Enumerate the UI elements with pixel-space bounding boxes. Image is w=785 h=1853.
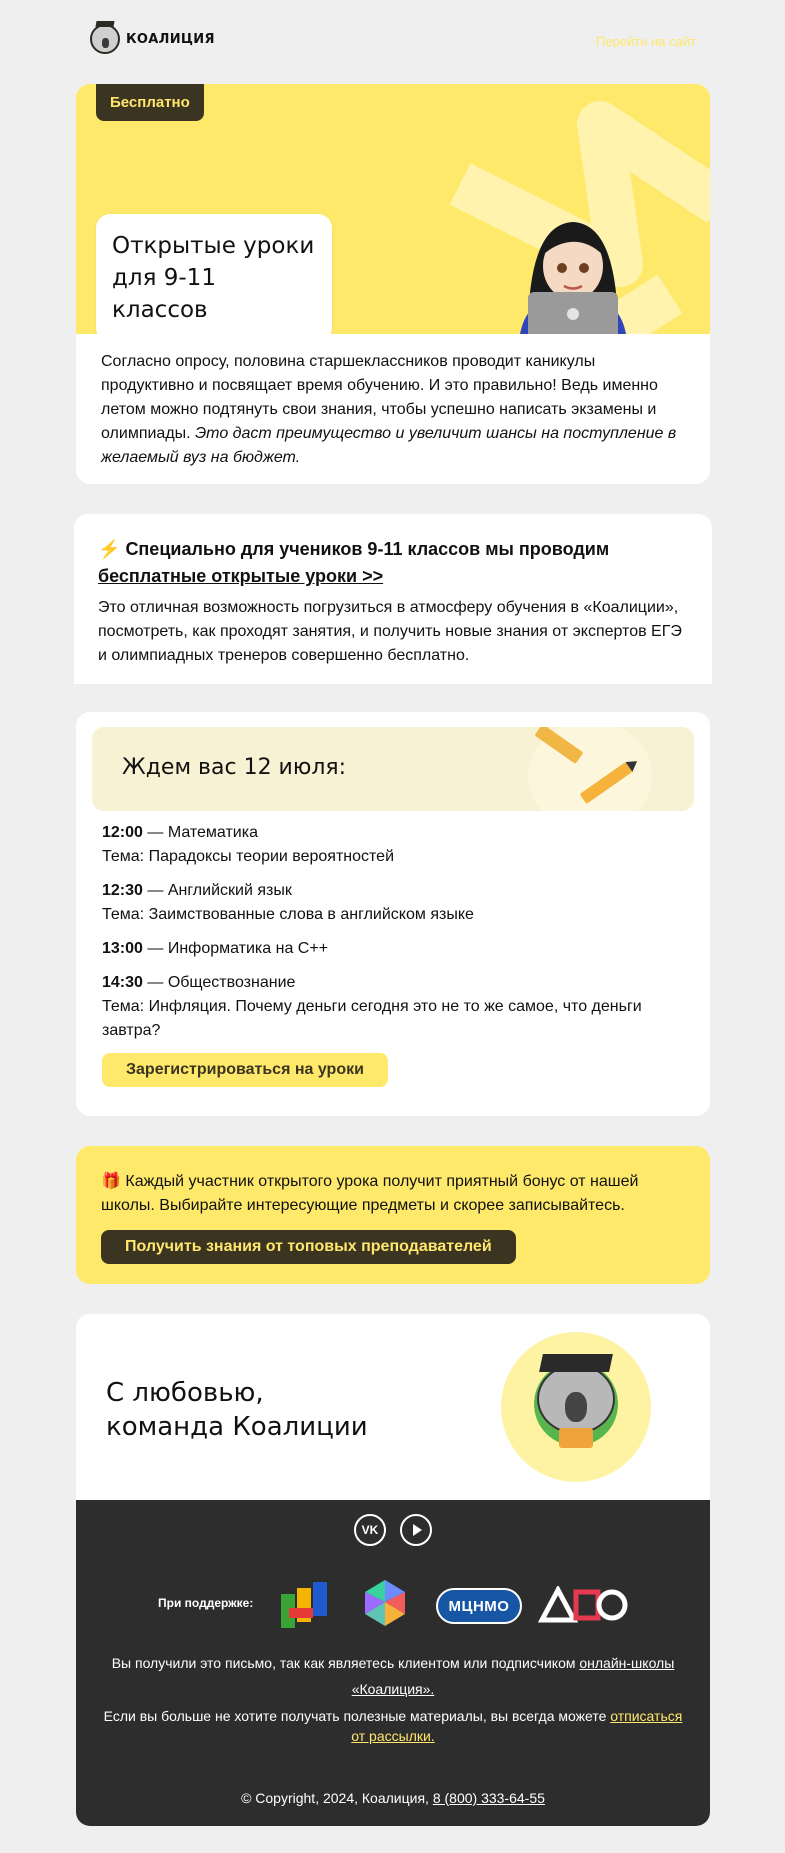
hero-card	[76, 84, 710, 484]
partners-label: При поддержке:	[158, 1596, 254, 1610]
signature-text	[106, 1376, 368, 1444]
hero-text-regular: Согласно опросу, половина старшеклассников проводит каникулы продуктивно и посвящает время обучению. И это правильно! Ведь именно летом можно подтянуть свои знания, чтобы успешно написать экзамены и олимпиады.	[101, 353, 658, 442]
go-to-site-link[interactable]: Перейти на сайт	[595, 34, 696, 49]
unsubscribe-link[interactable]: отписаться от рассылки.	[351, 1708, 683, 1744]
schedule-item	[102, 821, 684, 869]
lesson-topic: Тема: Инфляция. Почему деньги сегодня это не то же самое, что деньги завтра?	[102, 998, 642, 1039]
koala-logo-icon	[90, 24, 120, 54]
hero-banner	[76, 84, 710, 334]
schedule-banner	[92, 727, 694, 811]
copyright-text: © Copyright, 2024, Коалиция,	[241, 1790, 433, 1806]
hero-title	[96, 214, 332, 334]
lesson-subject: — Английский язык	[142, 882, 292, 899]
special-heading	[98, 536, 688, 590]
copyright	[76, 1790, 710, 1806]
footer-card	[76, 1314, 710, 1826]
koala-mascot-icon	[501, 1332, 651, 1482]
student-with-laptop-icon	[508, 194, 638, 334]
partner-logo-dpo-icon[interactable]	[538, 1586, 628, 1624]
partner-logo-cube-icon[interactable]	[279, 1580, 331, 1630]
get-knowledge-button[interactable]: Получить знания от топовых преподавателей	[101, 1230, 516, 1264]
vk-icon[interactable]: VK	[354, 1514, 386, 1546]
hero-title-line1: Открытые уроки	[112, 233, 315, 259]
special-text: Это отличная возможность погрузиться в атмосферу обучения в «Коалиции», посмотреть, как проходят занятия, и получить новые знания от экспертов ЕГЭ и олимпиадных тренеров совершенно бесплатно.	[98, 599, 682, 664]
lesson-time: 14:30	[102, 974, 143, 991]
social-links	[76, 1514, 710, 1546]
schedule-item	[102, 879, 684, 927]
subscription-notice-text: Вы получили это письмо, так как являетесь клиентом или подписчиком	[111, 1655, 580, 1671]
mascot-nose	[565, 1392, 587, 1422]
partner-logo-flower-icon[interactable]	[359, 1576, 411, 1628]
lesson-topic: Тема: Заимствованные слова в английском языке	[102, 906, 474, 923]
register-button[interactable]: Зарегистрироваться на уроки	[102, 1053, 388, 1087]
play-glyph	[413, 1524, 422, 1536]
hero-title-line2: для 9-11 классов	[112, 265, 216, 323]
bonus-text-body: Каждый участник открытого урока получит приятный бонус от нашей школы. Выбирайте интересующие предметы и скорее записывайтесь.	[101, 1173, 639, 1214]
lesson-time: 12:30	[102, 882, 143, 899]
bonus-text	[101, 1170, 685, 1218]
lesson-subject: — Математика	[142, 824, 258, 841]
schedule-title: Ждем вас 12 июля:	[122, 755, 347, 780]
special-card	[74, 514, 712, 684]
youtube-icon[interactable]	[400, 1514, 432, 1546]
schedule-card	[76, 712, 710, 1116]
school-link[interactable]: онлайн-школы «Коалиция».	[351, 1655, 675, 1697]
signature-line1: С любовью,	[106, 1378, 264, 1408]
lightning-icon: ⚡	[98, 539, 121, 559]
lesson-subject: — Обществознание	[142, 974, 296, 991]
hero-text-italic: Это даст преимущество и увеличит шансы на поступление в желаемый вуз на бюджет.	[101, 425, 677, 466]
bonus-card	[76, 1146, 710, 1284]
signature-line2: команда Коалиции	[106, 1412, 368, 1442]
schedule-item	[102, 937, 684, 961]
footer-dark	[76, 1500, 710, 1826]
email-header	[76, 16, 710, 66]
graduation-cap-icon	[539, 1354, 613, 1372]
gift-icon: 🎁	[101, 1173, 121, 1190]
book-icon	[559, 1428, 593, 1448]
signature-block	[76, 1314, 710, 1500]
lesson-subject: — Информатика на С++	[142, 940, 329, 957]
lesson-topic: Тема: Парадоксы теории вероятностей	[102, 848, 395, 865]
lesson-time: 13:00	[102, 940, 143, 957]
phone-link[interactable]: 8 (800) 333-64-55	[432, 1790, 545, 1806]
subscription-notice	[98, 1650, 688, 1702]
schedule-item	[102, 971, 684, 1043]
special-heading-text: Специально для учеников 9-11 классов мы проводим	[125, 539, 610, 559]
logo[interactable]	[90, 24, 215, 54]
partner-logo-mcnmo[interactable]: МЦНМО	[436, 1588, 522, 1624]
free-lessons-link[interactable]: бесплатные открытые уроки >>	[98, 566, 384, 586]
unsubscribe-notice	[98, 1706, 688, 1746]
hero-paragraph	[101, 350, 691, 470]
schedule-list	[92, 811, 694, 1043]
free-badge: Бесплатно	[96, 84, 204, 121]
logo-text: КОАЛИЦИЯ	[126, 31, 215, 47]
unsubscribe-notice-text: Если вы больше не хотите получать полезные материалы, вы всегда можете	[103, 1708, 611, 1724]
lesson-time: 12:00	[102, 824, 143, 841]
partners-row	[76, 1574, 710, 1630]
